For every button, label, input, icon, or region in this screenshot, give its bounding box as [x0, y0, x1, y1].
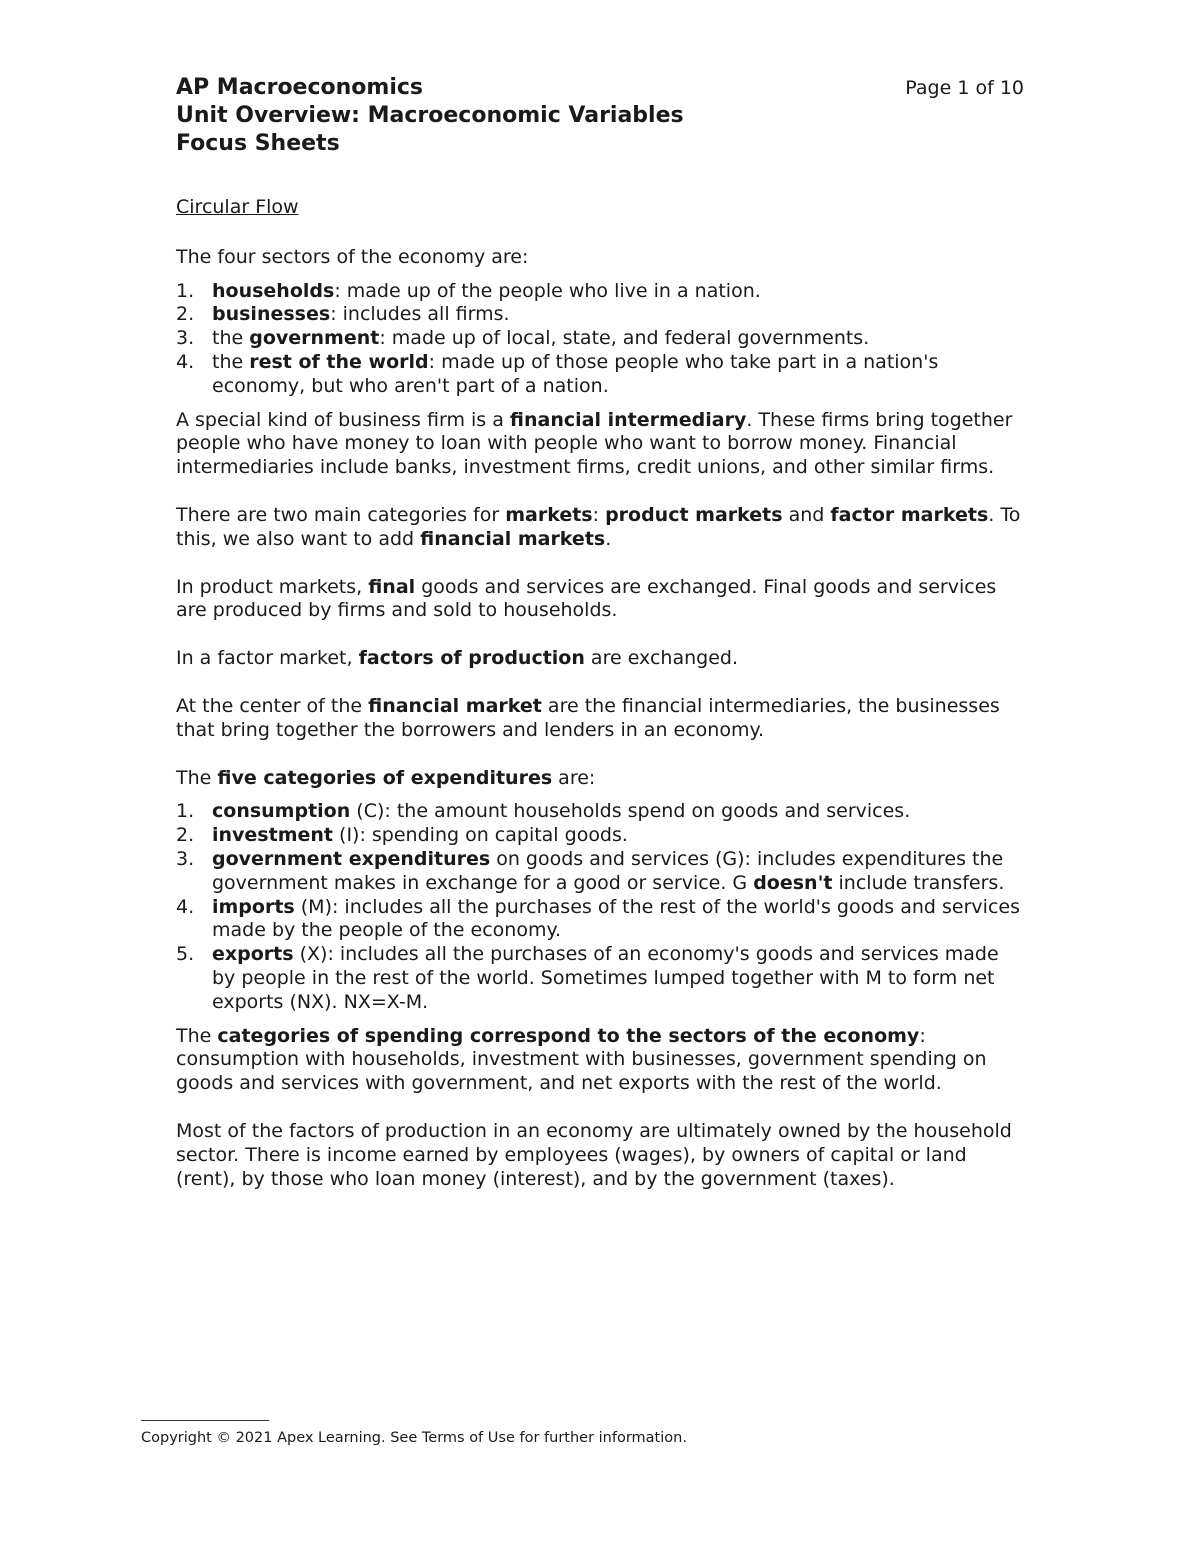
list-item [176, 800, 1024, 824]
text: are the financial intermediaries, the businesses that bring together the borrowers and lenders in an economy. [176, 694, 1000, 741]
list-number: 2. [176, 824, 195, 847]
list-number: 1. [176, 279, 195, 302]
text: goods and services are exchanged. Final goods and services are produced by firms and sold to households. [176, 575, 997, 622]
list-number: 4. [176, 895, 195, 918]
unit-title: Unit Overview: Macroeconomic Variables [176, 103, 684, 128]
term: businesses [212, 303, 331, 326]
document-header [176, 74, 1024, 158]
text: : consumption with households, investment with businesses, government spending on goods and services with government, and net exports with the rest of the world. [176, 1024, 987, 1095]
expenditures-list [176, 800, 1024, 1014]
definition: : made up of those people who take part in a nation's economy, but who aren't part of a nation. [212, 350, 939, 397]
term: factors of production [358, 647, 585, 670]
text: are: [552, 766, 596, 789]
text: A special kind of business firm is a [176, 408, 510, 431]
document-body [176, 196, 1024, 1215]
paragraph-financial-market [176, 695, 1024, 743]
section-title: Circular Flow [176, 196, 299, 218]
definition: (C): the amount households spend on goods and services. [350, 800, 911, 823]
list-number: 4. [176, 350, 195, 373]
document-subtitle: Focus Sheets [176, 131, 340, 156]
term: exports [212, 943, 294, 966]
term: factor markets [830, 503, 989, 526]
term: product markets [605, 503, 783, 526]
term: financial intermediary [509, 408, 747, 431]
list-item [176, 848, 1024, 896]
term: government [249, 327, 380, 350]
text: The [176, 766, 218, 789]
definition: : made up of the people who live in a nation. [334, 279, 761, 302]
term: final [368, 575, 416, 598]
footer-divider [141, 1420, 269, 1421]
list-item [176, 327, 1024, 351]
list-number: 3. [176, 847, 195, 870]
text: At the center of the [176, 694, 369, 717]
definition: (M): includes all the purchases of the rest of the world's goods and services made by the people of the economy. [212, 895, 1020, 942]
text: . To this, we also want to add [176, 503, 1021, 550]
term: categories of spending correspond to the sectors of the economy [217, 1024, 920, 1047]
course-title: AP Macroeconomics [176, 75, 424, 100]
text: . [605, 527, 612, 550]
list-item [176, 303, 1024, 327]
list-item [176, 824, 1024, 848]
term: financial markets [420, 527, 606, 550]
list-number: 1. [176, 800, 195, 823]
term: five categories of expenditures [217, 766, 553, 789]
expenditures-intro [176, 767, 1024, 791]
list-number: 2. [176, 303, 195, 326]
text: There are two main categories for [176, 503, 506, 526]
page-footer [141, 1420, 687, 1447]
term: rest of the world [249, 350, 429, 373]
sectors-list [176, 280, 1024, 399]
paragraph-factors-owned: Most of the factors of production in an economy are ultimately owned by the household sector. There is income earned by employees (wages), by owners of capital or land (rent), by those who loan money (interest), and by the government (taxes). [176, 1119, 1012, 1190]
definition: : includes all firms. [330, 303, 510, 326]
text: : [592, 503, 606, 526]
paragraph-product-markets [176, 576, 1024, 624]
definition: include transfers. [832, 871, 1005, 894]
term: doesn't [753, 871, 833, 894]
paragraph-markets [176, 504, 1024, 552]
definition: (X): includes all the purchases of an economy's goods and services made by people in the rest of the world. Sometimes lumped together with M to form net exports (NX). NX=X-M. [212, 943, 999, 1013]
text: The [176, 1024, 218, 1047]
paragraph-financial-intermediary [176, 409, 1024, 480]
page-number: Page 1 of 10 [905, 77, 1024, 99]
text: In product markets, [176, 575, 369, 598]
term: households [212, 279, 335, 302]
definition: (I): spending on capital goods. [333, 824, 628, 847]
term: financial market [368, 694, 542, 717]
text: In a factor market, [176, 647, 359, 670]
text: are exchanged. [584, 647, 738, 670]
copyright-notice: Copyright © 2021 Apex Learning. See Terms of Use for further information. [141, 1430, 687, 1446]
text: and [782, 503, 831, 526]
list-number: 3. [176, 327, 195, 350]
term: consumption [212, 800, 351, 823]
list-item [176, 280, 1024, 304]
paragraph-factor-market [176, 647, 1024, 671]
term: government expenditures [212, 847, 491, 870]
definition: : made up of local, state, and federal governments. [379, 327, 870, 350]
sectors-intro: The four sectors of the economy are: [176, 245, 529, 268]
list-item [176, 351, 1024, 399]
list-number: 5. [176, 943, 195, 966]
definition: on goods and services (G): includes expenditures the government makes in exchange for a good or service. G [212, 847, 1004, 894]
term: imports [212, 895, 295, 918]
list-item [176, 943, 1024, 1014]
text: . These firms bring together people who have money to loan with people who want to borrow money. Financial intermediaries include banks, investment firms, credit unions, and other similar firms. [176, 408, 1013, 479]
prefix: the [212, 350, 250, 373]
list-item [176, 896, 1024, 944]
term: investment [212, 824, 333, 847]
prefix: the [212, 327, 250, 350]
term: markets [505, 503, 593, 526]
paragraph-correspond [176, 1025, 1024, 1096]
